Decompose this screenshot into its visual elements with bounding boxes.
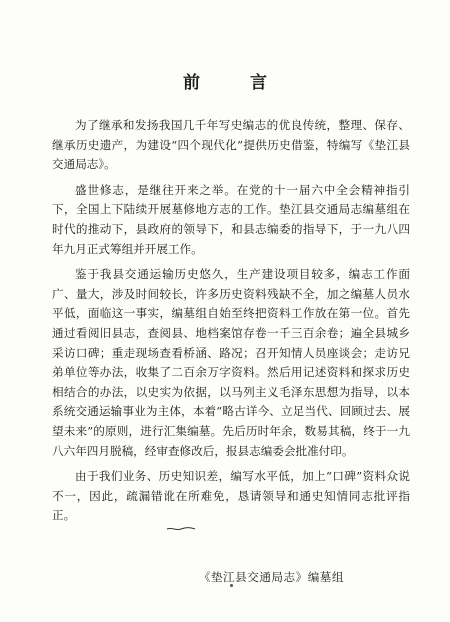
preface-body bbox=[52, 116, 410, 532]
paragraph-compilation-process: 鉴于我县交通运输历史悠久，生产建设项目较多，编志工作面广、量大，涉及时间较长，许多历史资料残缺不全，加之编墓人员水平低，面临这一事实，编墓组自始至终把资料工作放在第一位。首先通过看阅旧县志，查阅县、地档案馆存卷一千三百余卷；遍全县城乡采访口碑；重走现场查看桥涵、路况；召开知情人员座谈会；走访兄弟单位等办法，收集了二百余万字资料。然后用记述资料和探求历史相结合的办法，以史实为依据，以马列主义毛泽东思想为指导，以本系统交通运输事业为主体，本着“略古详今、立足当代、回顾过去、展望未来”的原则，进行汇集编墓。先后历时年余，数易其稿，终于一九八六年四月脱稿，经审查修改后，报县志编委会批准付印。 bbox=[52, 267, 410, 458]
page-title: 前 言 bbox=[183, 73, 289, 93]
paragraph-disclaimer: 由于我们业务、历史知识差，编写水平低，加上“口碑”资料众说不一，因此，疏漏错讹在所难免，恳请领导和通史知情同志批评指正。 bbox=[52, 469, 410, 523]
paragraph-purpose: 为了继承和发扬我国几千年写史编志的优良传统，整理、保存、继承历史遗产，为建设“四个现代化”提供历史借鉴，特编写《垫江县交通局志》。 bbox=[52, 118, 410, 172]
ink-dot bbox=[230, 584, 233, 587]
signature-line: 《垫江县交通局志》编墓组 bbox=[198, 570, 344, 584]
handwritten-underline-mark bbox=[166, 526, 196, 532]
paragraph-background: 盛世修志，是继往开来之举。在党的十一届六中全会精神指引下，全国上下陆续开展墓修地方志的工作。垫江县交通局志编墓组在时代的推动下，县政府的领导下，和县志编委的指导下，于一九八四年九月正式筹组并开展工作。 bbox=[52, 182, 410, 256]
